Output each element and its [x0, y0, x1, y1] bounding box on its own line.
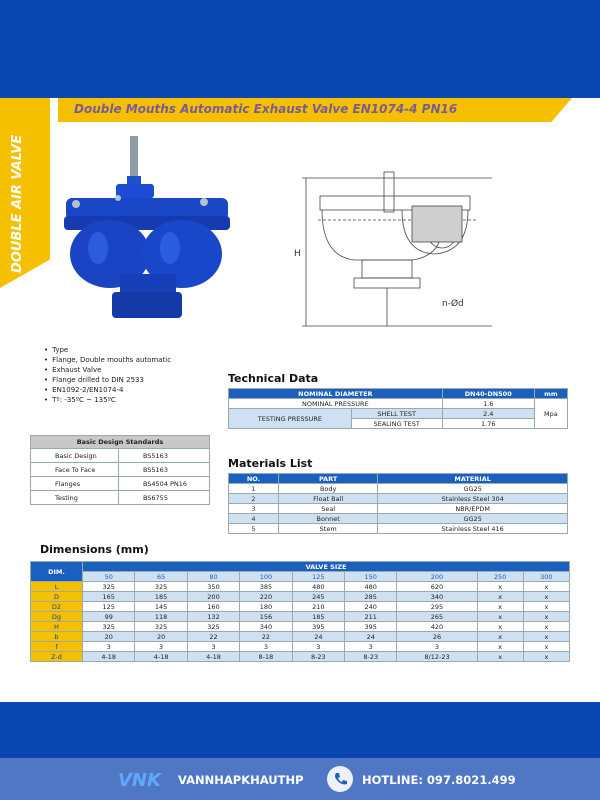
dimensions-title: Dimensions (mm)	[40, 543, 149, 556]
vnk-logo	[118, 768, 170, 790]
table-row: H 325 325 325 340 395 395 420 x x	[31, 622, 570, 632]
technical-data-title: Technical Data	[228, 372, 319, 385]
table-row: 4 Bonnet GG25	[229, 514, 568, 524]
datasheet	[0, 98, 600, 702]
feature-item: • Type	[44, 345, 171, 355]
table-row: Dg 99 118 132 156 185 211 265 x x	[31, 612, 570, 622]
basic-standards-table	[30, 435, 210, 505]
table-row: Testing BS6755	[31, 491, 210, 505]
feature-item: • Exhaust Valve	[44, 365, 171, 375]
side-band	[0, 98, 50, 288]
bottom-banner	[0, 702, 600, 758]
feature-item: • EN1092-2/EN1074-4	[44, 385, 171, 395]
materials-table: NO. PART MATERIAL 1 Body GG25 2 Float Ball Stainless Steel 304 3 Seal NBR/EPDM 4 Bonnet GG25 5 Stem Stainless Steel 416	[228, 473, 568, 534]
dimensions-table: DIM. VALVE SIZE 50 65 80 100 125 150 200 250 300 L 325 325 350 385 480 480 620 x x D 165 185 200 220 245 285 340 x x D2 125 145 160 180 210 240 295 x x Dg 99 118 132 156 185 211 265 x x H 325 325 325 340 395 395 420 x x b 20 20 22 22 24 24 26 x x f 3 3 3 3 3 3 3 x x Z-d 4-18 4-18 4-18 8-18 8-23 8-23 8/12-23 x x	[30, 561, 570, 662]
technical-data-table: NOMINAL DIAMETER DN40-DN500 mm NOMINAL PRESSURE 1.6 Mpa TESTING PRESSURE SHELL TEST 2.4 SEALING TEST 1.76	[228, 388, 568, 429]
phone-icon[interactable]	[327, 766, 353, 792]
materials-title: Materials List	[228, 457, 313, 470]
table-row: 3 Seal NBR/EPDM	[229, 504, 568, 514]
page-title: Double Mouths Automatic Exhaust Valve EN1074-4 PN16	[74, 102, 458, 116]
feature-item: • Flange, Double mouths automatic	[44, 355, 171, 365]
feature-item: • Tº: -35ºC ~ 135ºC	[44, 395, 171, 405]
table-row: Z-d 4-18 4-18 4-18 8-18 8-23 8-23 8/12-23 x x	[31, 652, 570, 662]
top-banner	[0, 0, 600, 98]
feature-item: • Flange drilled to DIN 2533	[44, 375, 171, 385]
side-label: DOUBLE AIR VALVE	[10, 134, 25, 273]
table-row: Basic Design BS5163	[31, 449, 210, 463]
drawing-label-nd: n-Ød	[442, 299, 464, 309]
table-row: L 325 325 350 385 480 480 620 x x	[31, 582, 570, 592]
basic-standards-title: Basic Design Standards	[31, 436, 210, 449]
footer	[0, 758, 600, 800]
technical-drawing	[292, 156, 502, 336]
drawing-label-h: H	[294, 249, 301, 259]
table-row: 1 Body GG25	[229, 484, 568, 494]
table-row: D2 125 145 160 180 210 240 295 x x	[31, 602, 570, 612]
table-row: 2 Float Ball Stainless Steel 304	[229, 494, 568, 504]
table-row: 5 Stem Stainless Steel 416	[229, 524, 568, 534]
feature-list	[44, 345, 171, 405]
table-row: b 20 20 22 22 24 24 26 x x	[31, 632, 570, 642]
brand-name: VANNHAPKHAUTHP	[178, 773, 304, 787]
table-row: D 165 185 200 220 245 285 340 x x	[31, 592, 570, 602]
valve-photo	[58, 136, 238, 332]
table-row: f 3 3 3 3 3 3 3 x x	[31, 642, 570, 652]
table-row: Face To Face BS5163	[31, 463, 210, 477]
svg-text:VNK: VNK	[118, 770, 161, 790]
table-row: Flanges BS4504 PN16	[31, 477, 210, 491]
hotline-link[interactable]: HOTLINE: 097.8021.499	[362, 773, 516, 787]
